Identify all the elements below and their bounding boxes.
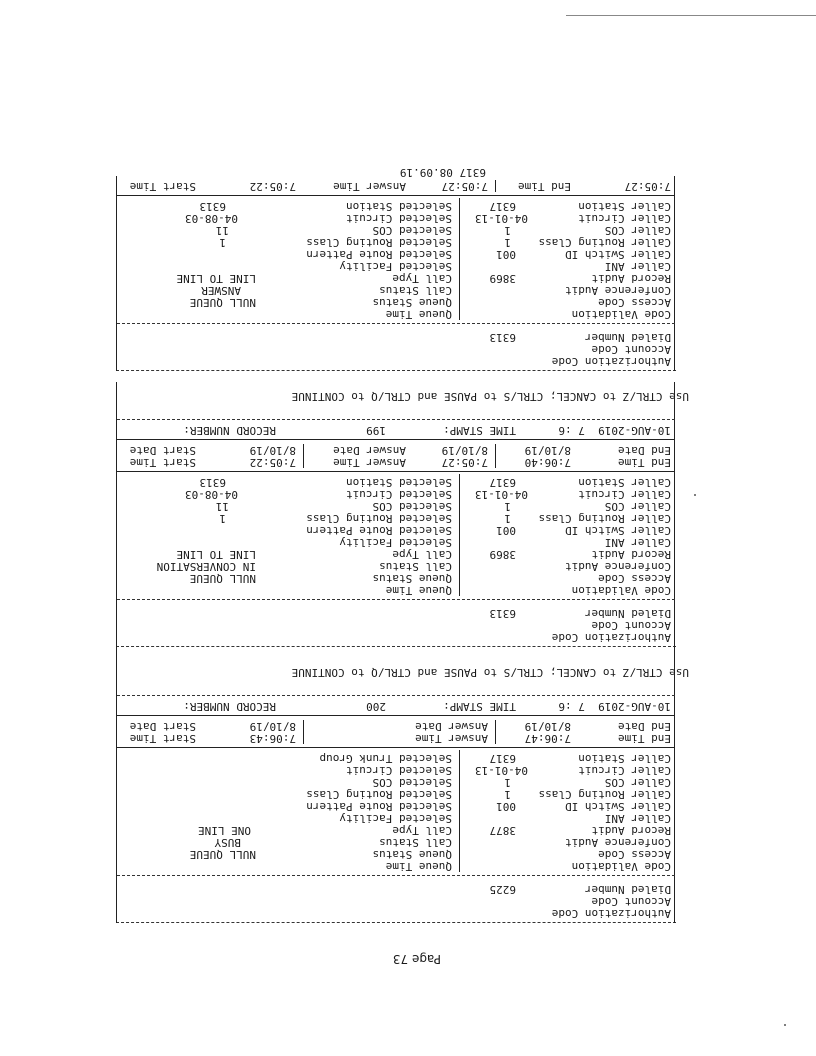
selected-cos-value: 11: [215, 224, 229, 237]
queue-status-value: NULL QUEUE: [189, 848, 256, 861]
account-code-label: Account Code: [591, 895, 671, 908]
time-stamp-label: TIME STAMP:: [443, 700, 516, 713]
queue-time-label: Queue Time: [385, 584, 452, 597]
caller-switch-id-value: 001: [496, 800, 516, 813]
caller-switch-id-label: Caller Switch ID: [565, 800, 671, 813]
selected-routing-class-label: Selected Routing Class: [306, 236, 452, 249]
partial-header-line: 6317 08.09.19: [399, 166, 486, 179]
selected-circuit-value: 04-08-03: [185, 212, 238, 225]
caller-cos-value: 1: [504, 500, 511, 513]
queue-status-label: Queue Status: [372, 572, 452, 585]
queue-status-label: Queue Status: [372, 848, 452, 861]
scan-speck: [694, 494, 696, 496]
start-time-label: Start Time: [129, 456, 196, 469]
time-stamp-label: TIME STAMP:: [443, 424, 516, 437]
caller-station-label: Caller Station: [578, 752, 671, 765]
dialed-number-label: Dialed Number: [584, 883, 671, 896]
end-date-label: End Date: [618, 444, 671, 457]
caller-routing-class-value: 1: [504, 512, 511, 525]
end-time-label: End Time: [618, 456, 671, 469]
caller-cos-label: Caller COS: [604, 500, 671, 513]
caller-cos-value: 1: [504, 776, 511, 789]
access-code-label: Access Code: [598, 572, 671, 585]
selected-trunk-group-label: Selected Trunk Group: [319, 752, 452, 765]
record-audit-value: 3869: [489, 272, 516, 285]
call-type-value: ONE LINE: [198, 824, 251, 837]
end-date-label: End Date: [618, 720, 671, 733]
caller-cos-label: Caller COS: [604, 776, 671, 789]
caller-station-value: 6317: [489, 476, 516, 489]
use-ctrl-message: Use CTRL/Z to CANCEL; CTRL/S to PAUSE and CTRL/Q to CONTINUE: [291, 390, 689, 403]
scan-speck: [784, 1024, 786, 1026]
caller-cos-value: 1: [504, 224, 511, 237]
record-audit-label: Record Audit: [591, 548, 671, 561]
end-time-value: 7:06:40: [524, 456, 571, 469]
selected-facility-label: Selected Facility: [339, 536, 452, 549]
answer-time-label: Answer Time: [333, 456, 406, 469]
record-audit-value: 3869: [489, 548, 516, 561]
end-time-value: 7:05:27: [624, 180, 671, 193]
start-date-value: 8/10/19: [249, 444, 296, 457]
code-validation-label: Code Validation: [571, 308, 671, 321]
selected-cos-label: Selected COS: [372, 500, 452, 513]
caller-routing-class-value: 1: [504, 788, 511, 801]
record-number-value: 200: [366, 700, 386, 713]
record-number-value: 199: [366, 424, 386, 437]
call-status-label: Call Status: [379, 284, 452, 297]
selected-circuit-label: Selected Circuit: [346, 488, 452, 501]
answer-time-value: 7:05:27: [441, 180, 488, 193]
selected-cos-value: 11: [215, 500, 229, 513]
record-audit-label: Record Audit: [591, 824, 671, 837]
selected-routing-class-value: 1: [219, 512, 226, 525]
call-type-value: LINE TO LINE: [176, 548, 256, 561]
record-audit-value: 3877: [489, 824, 516, 837]
start-time-value: 7:05:22: [249, 180, 296, 193]
selected-routing-class-label: Selected Routing Class: [306, 512, 452, 525]
queue-time-label: Queue Time: [385, 308, 452, 321]
end-date-value: 8/10/19: [524, 444, 571, 457]
authorization-code-label: Authorization Code: [551, 631, 671, 644]
call-status-value: IN CONVERSATION: [156, 560, 256, 573]
selected-facility-label: Selected Facility: [339, 812, 452, 825]
call-record-199: [0, 362, 816, 652]
start-time-value: 7:05:22: [249, 456, 296, 469]
caller-routing-class-label: Caller Routing Class: [538, 236, 671, 249]
selected-routing-class-label: Selected Routing Class: [306, 788, 452, 801]
start-date-value: 8/10/19: [249, 720, 296, 733]
caller-circuit-label: Caller Circuit: [578, 212, 671, 225]
selected-route-pattern-label: Selected Route Pattern: [306, 248, 452, 261]
answer-date-label: Answer Date: [415, 720, 488, 733]
caller-switch-id-label: Caller Switch ID: [565, 524, 671, 537]
caller-routing-class-label: Caller Routing Class: [538, 512, 671, 525]
selected-station-value: 6313: [199, 476, 226, 489]
start-date-label: Start Date: [129, 720, 196, 733]
dialed-number-label: Dialed Number: [584, 607, 671, 620]
caller-routing-class-label: Caller Routing Class: [538, 788, 671, 801]
selected-station-label: Selected Station: [346, 200, 452, 213]
answer-date-label: Answer Date: [333, 444, 406, 457]
call-type-value: LINE TO LINE: [176, 272, 256, 285]
dialed-number-value: 6313: [489, 607, 516, 620]
caller-ani-label: Caller ANI: [604, 536, 671, 549]
start-time-value: 7:06:43: [249, 732, 296, 745]
answer-time-label: Answer Time: [333, 180, 406, 193]
call-status-label: Call Status: [379, 836, 452, 849]
use-ctrl-message: Use CTRL/Z to CANCEL; CTRL/S to PAUSE and CTRL/Q to CONTINUE: [291, 666, 689, 679]
end-time-label: End Time: [518, 180, 571, 193]
call-record-partial: [0, 86, 816, 376]
authorization-code-label: Authorization Code: [551, 355, 671, 368]
queue-time-label: Queue Time: [385, 860, 452, 873]
caller-switch-id-label: Caller Switch ID: [565, 248, 671, 261]
dialed-number-value: 6313: [489, 331, 516, 344]
start-date-label: Start Date: [129, 444, 196, 457]
dialed-number-label: Dialed Number: [584, 331, 671, 344]
caller-circuit-label: Caller Circuit: [578, 488, 671, 501]
caller-cos-label: Caller COS: [604, 224, 671, 237]
conference-audit-label: Conference Audit: [565, 560, 671, 573]
queue-status-label: Queue Status: [372, 296, 452, 309]
queue-status-value: NULL QUEUE: [189, 296, 256, 309]
call-status-value: ANSWER: [201, 284, 241, 297]
caller-station-value: 6317: [489, 752, 516, 765]
caller-station-label: Caller Station: [578, 200, 671, 213]
caller-station-label: Caller Station: [578, 476, 671, 489]
caller-ani-label: Caller ANI: [604, 812, 671, 825]
selected-route-pattern-label: Selected Route Pattern: [306, 800, 452, 813]
page-number: Page 73: [392, 952, 441, 966]
access-code-label: Access Code: [598, 848, 671, 861]
call-type-label: Call Type: [392, 824, 452, 837]
code-validation-label: Code Validation: [571, 860, 671, 873]
selected-facility-label: Selected Facility: [339, 260, 452, 273]
authorization-code-label: Authorization Code: [551, 907, 671, 920]
call-status-label: Call Status: [379, 560, 452, 573]
start-time-label: Start Time: [129, 180, 196, 193]
conference-audit-label: Conference Audit: [565, 836, 671, 849]
answer-date-value: 8/10/19: [441, 444, 488, 457]
record-number-label: RECORD NUMBER:: [183, 424, 276, 437]
code-validation-label: Code Validation: [571, 584, 671, 597]
selected-station-value: 6313: [199, 200, 226, 213]
queue-status-value: NULL QUEUE: [189, 572, 256, 585]
account-code-label: Account Code: [591, 343, 671, 356]
caller-switch-id-value: 001: [496, 524, 516, 537]
conference-audit-label: Conference Audit: [565, 284, 671, 297]
caller-switch-id-value: 001: [496, 248, 516, 261]
call-type-label: Call Type: [392, 272, 452, 285]
caller-station-value: 6317: [489, 200, 516, 213]
selected-station-label: Selected Station: [346, 476, 452, 489]
time-stamp-value: 10-AUG-2019 7 :6: [558, 700, 671, 713]
caller-circuit-value: 04-01-13: [475, 488, 528, 501]
caller-routing-class-value: 1: [504, 236, 511, 249]
selected-circuit-label: Selected Circuit: [346, 764, 452, 777]
time-stamp-value: 10-AUG-2019 7 :6: [558, 424, 671, 437]
call-type-label: Call Type: [392, 548, 452, 561]
selected-routing-class-value: 1: [219, 236, 226, 249]
selected-cos-label: Selected COS: [372, 776, 452, 789]
selected-circuit-label: Selected Circuit: [346, 212, 452, 225]
end-time-label: End Time: [618, 732, 671, 745]
start-time-label: Start Time: [129, 732, 196, 745]
call-status-value: BUSY: [214, 836, 241, 849]
answer-time-label: Answer Time: [415, 732, 488, 745]
access-code-label: Access Code: [598, 296, 671, 309]
end-time-value: 7:06:47: [524, 732, 571, 745]
selected-circuit-value: 04-08-03: [185, 488, 238, 501]
caller-ani-label: Caller ANI: [604, 260, 671, 273]
caller-circuit-value: 04-01-13: [475, 212, 528, 225]
selected-cos-label: Selected COS: [372, 224, 452, 237]
dialed-number-value: 6225: [489, 883, 516, 896]
record-number-label: RECORD NUMBER:: [183, 700, 276, 713]
caller-circuit-label: Caller Circuit: [578, 764, 671, 777]
selected-route-pattern-label: Selected Route Pattern: [306, 524, 452, 537]
scan-edge-line: [566, 15, 816, 16]
account-code-label: Account Code: [591, 619, 671, 632]
call-record-200: [0, 638, 816, 928]
record-audit-label: Record Audit: [591, 272, 671, 285]
caller-circuit-value: 04-01-13: [475, 764, 528, 777]
answer-time-value: 7:05:27: [441, 456, 488, 469]
end-date-value: 8/10/19: [524, 720, 571, 733]
